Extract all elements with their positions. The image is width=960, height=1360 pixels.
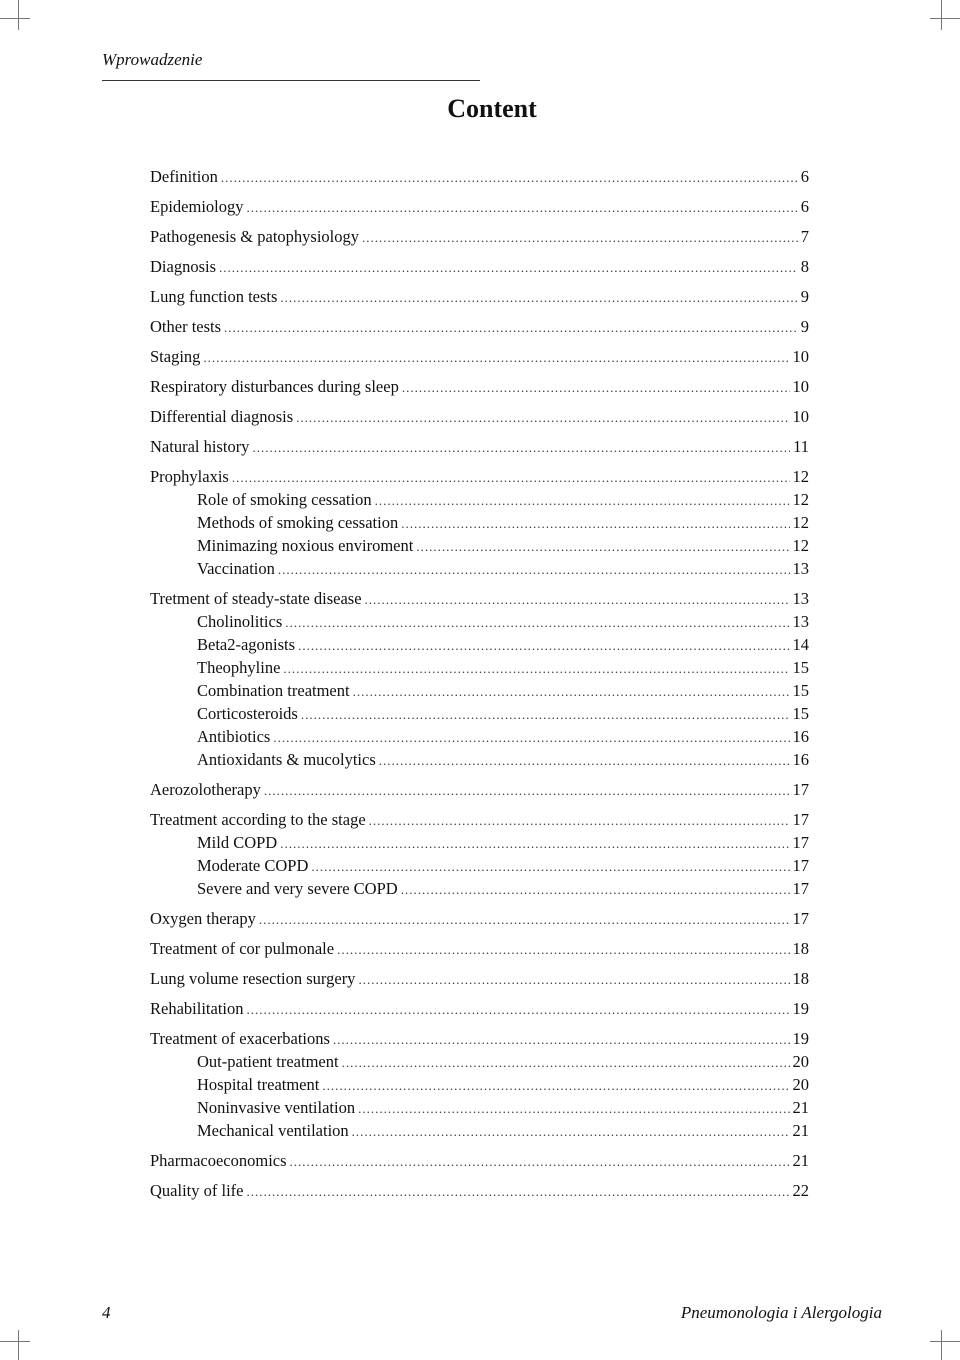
toc-entry xyxy=(150,968,809,991)
toc-leader-dots xyxy=(369,810,790,832)
toc-leader-dots xyxy=(322,1075,789,1097)
toc-leader-dots xyxy=(401,513,789,535)
toc-entry-label: Cholinolitics xyxy=(197,612,283,631)
toc-entry-page: 19 xyxy=(792,1029,809,1048)
toc-entry-page: 9 xyxy=(800,317,809,336)
toc-entry xyxy=(150,512,809,535)
toc-entry-label: Epidemiology xyxy=(150,197,244,216)
toc-entry xyxy=(150,346,809,369)
crop-mark-top-left-v xyxy=(18,0,19,30)
toc-entry xyxy=(150,1074,809,1097)
footer-journal-title: Pneumonologia i Alergologia xyxy=(680,1303,882,1322)
crop-mark-top-right-v xyxy=(941,0,942,30)
toc-leader-dots xyxy=(379,750,790,772)
toc-entry xyxy=(150,376,809,399)
toc-entry-page: 16 xyxy=(792,727,809,746)
toc-entry-page: 13 xyxy=(792,589,809,608)
toc-entry-label: Hospital treatment xyxy=(197,1075,320,1094)
toc-entry xyxy=(150,1180,809,1203)
toc-entry-page: 8 xyxy=(800,257,809,276)
header-rule xyxy=(102,80,480,81)
toc-entry xyxy=(150,634,809,657)
toc-entry-page: 18 xyxy=(792,969,809,988)
toc-leader-dots xyxy=(375,490,790,512)
toc-entry xyxy=(150,1051,809,1074)
toc-entry-label: Corticosteroids xyxy=(197,704,298,723)
toc-leader-dots xyxy=(203,347,789,369)
toc-entry-label: Lung function tests xyxy=(150,287,278,306)
running-header: Wprowadzenie xyxy=(102,50,203,69)
toc-entry xyxy=(150,166,809,189)
toc-entry xyxy=(150,436,809,459)
toc-entry xyxy=(150,1097,809,1120)
toc-leader-dots xyxy=(246,999,789,1021)
toc-entry xyxy=(150,703,809,726)
toc-entry-page: 17 xyxy=(792,833,809,852)
toc-leader-dots xyxy=(264,780,790,802)
toc-entry xyxy=(150,749,809,772)
toc-entry-page: 21 xyxy=(792,1121,809,1140)
toc-entry-label: Mechanical ventilation xyxy=(197,1121,349,1140)
toc-leader-dots xyxy=(358,969,789,991)
toc-entry-page: 19 xyxy=(792,999,809,1018)
toc-leader-dots xyxy=(342,1052,790,1074)
toc-leader-dots xyxy=(221,167,798,189)
toc-entry-page: 10 xyxy=(792,377,809,396)
toc-entry-page: 21 xyxy=(792,1151,809,1170)
toc-entry-page: 17 xyxy=(792,909,809,928)
toc-entry-page: 6 xyxy=(800,197,809,216)
toc-entry-page: 6 xyxy=(800,167,809,186)
toc-entry-page: 20 xyxy=(792,1075,809,1094)
toc-entry-page: 21 xyxy=(792,1098,809,1117)
toc-entry-label: Moderate COPD xyxy=(197,856,309,875)
toc-entry xyxy=(150,878,809,901)
toc-entry-page: 11 xyxy=(793,437,809,456)
toc-entry-page: 17 xyxy=(792,780,809,799)
toc-entry-label: Respiratory disturbances during sleep xyxy=(150,377,399,396)
toc-entry xyxy=(150,611,809,634)
toc-entry-page: 12 xyxy=(792,490,809,509)
toc-entry-label: Severe and very severe COPD xyxy=(197,879,398,898)
toc-entry-page: 20 xyxy=(792,1052,809,1071)
toc-entry xyxy=(150,406,809,429)
toc-entry xyxy=(150,256,809,279)
toc-entry xyxy=(150,998,809,1021)
toc-entry-label: Quality of life xyxy=(150,1181,244,1200)
toc-entry xyxy=(150,657,809,680)
table-of-contents xyxy=(150,159,809,1203)
toc-leader-dots xyxy=(283,658,789,680)
toc-leader-dots xyxy=(273,727,789,749)
toc-entry-label: Theophyline xyxy=(197,658,281,677)
toc-entry-label: Tretment of steady-state disease xyxy=(150,589,362,608)
toc-entry-page: 7 xyxy=(800,227,809,246)
toc-entry-page: 17 xyxy=(792,856,809,875)
toc-entry-label: Methods of smoking cessation xyxy=(197,513,399,532)
toc-entry xyxy=(150,938,809,961)
toc-entry-label: Mild COPD xyxy=(197,833,278,852)
toc-entry-label: Treatment according to the stage xyxy=(150,810,366,829)
toc-leader-dots xyxy=(247,197,798,219)
toc-entry-label: Minimazing noxious enviroment xyxy=(197,536,414,555)
toc-entry-page: 13 xyxy=(792,612,809,631)
toc-entry-label: Treatment of exacerbations xyxy=(150,1029,330,1048)
toc-entry xyxy=(150,809,809,832)
toc-entry-label: Other tests xyxy=(150,317,222,336)
toc-leader-dots xyxy=(365,589,790,611)
toc-entry xyxy=(150,908,809,931)
toc-leader-dots xyxy=(290,1151,790,1173)
toc-leader-dots xyxy=(362,227,798,249)
toc-entry-label: Role of smoking cessation xyxy=(197,490,372,509)
crop-mark-top-right-h xyxy=(930,18,960,19)
toc-entry xyxy=(150,1028,809,1051)
toc-leader-dots xyxy=(301,704,790,726)
toc-entry-label: Noninvasive ventilation xyxy=(197,1098,356,1117)
toc-entry-page: 12 xyxy=(792,536,809,555)
crop-mark-bottom-right-h xyxy=(930,1341,960,1342)
toc-leader-dots xyxy=(311,856,789,878)
toc-entry xyxy=(150,489,809,512)
toc-entry xyxy=(150,1150,809,1173)
toc-entry-label: Out-patient treatment xyxy=(197,1052,339,1071)
toc-entry-label: Natural history xyxy=(150,437,250,456)
toc-entry-page: 18 xyxy=(792,939,809,958)
toc-leader-dots xyxy=(353,681,790,703)
toc-entry-label: Antioxidants & mucolytics xyxy=(197,750,376,769)
toc-entry-label: Lung volume resection surgery xyxy=(150,969,356,988)
toc-entry-page: 9 xyxy=(800,287,809,306)
toc-entry-label: Treatment of cor pulmonale xyxy=(150,939,335,958)
toc-entry xyxy=(150,286,809,309)
toc-entry-label: Staging xyxy=(150,347,201,366)
toc-entry xyxy=(150,680,809,703)
toc-entry-label: Rehabilitation xyxy=(150,999,244,1018)
toc-leader-dots xyxy=(224,317,798,339)
toc-entry xyxy=(150,226,809,249)
toc-leader-dots xyxy=(416,536,789,558)
toc-entry-label: Pathogenesis & patophysiology xyxy=(150,227,359,246)
toc-entry xyxy=(150,588,809,611)
toc-leader-dots xyxy=(232,467,790,489)
toc-entry-page: 16 xyxy=(792,750,809,769)
toc-entry-label: Oxygen therapy xyxy=(150,909,256,928)
crop-mark-bottom-right-v xyxy=(941,1330,942,1360)
toc-leader-dots xyxy=(333,1029,790,1051)
toc-leader-dots xyxy=(298,635,789,657)
toc-entry-page: 13 xyxy=(792,559,809,578)
toc-leader-dots xyxy=(358,1098,789,1120)
toc-leader-dots xyxy=(280,287,797,309)
toc-entry-page: 10 xyxy=(792,407,809,426)
toc-entry xyxy=(150,535,809,558)
toc-leader-dots xyxy=(259,909,790,931)
toc-entry xyxy=(150,779,809,802)
toc-leader-dots xyxy=(280,833,789,855)
toc-entry-page: 15 xyxy=(792,704,809,723)
toc-entry-label: Aerozolotherapy xyxy=(150,780,261,799)
toc-entry-page: 15 xyxy=(792,658,809,677)
toc-leader-dots xyxy=(296,407,789,429)
toc-entry-page: 10 xyxy=(792,347,809,366)
toc-leader-dots xyxy=(219,257,798,279)
crop-mark-top-left-h xyxy=(0,18,30,19)
toc-leader-dots xyxy=(352,1121,790,1143)
toc-entry-page: 15 xyxy=(792,681,809,700)
toc-entry-page: 22 xyxy=(792,1181,809,1200)
toc-entry-label: Differential diagnosis xyxy=(150,407,294,426)
toc-entry-label: Diagnosis xyxy=(150,257,216,276)
toc-leader-dots xyxy=(246,1181,789,1203)
toc-entry xyxy=(150,466,809,489)
toc-entry-label: Beta2-agonists xyxy=(197,635,296,654)
toc-entry xyxy=(150,726,809,749)
crop-mark-bottom-left-v xyxy=(18,1330,19,1360)
toc-entry xyxy=(150,558,809,581)
toc-entry xyxy=(150,855,809,878)
toc-leader-dots xyxy=(337,939,789,961)
toc-entry-page: 12 xyxy=(792,513,809,532)
toc-entry-label: Vaccination xyxy=(197,559,275,578)
toc-leader-dots xyxy=(402,377,790,399)
toc-entry-page: 14 xyxy=(792,635,809,654)
toc-entry-label: Prophylaxis xyxy=(150,467,229,486)
toc-entry-label: Definition xyxy=(150,167,218,186)
toc-entry-label: Antibiotics xyxy=(197,727,271,746)
toc-leader-dots xyxy=(278,559,790,581)
toc-entry xyxy=(150,196,809,219)
toc-entry-page: 17 xyxy=(792,879,809,898)
toc-entry-label: Pharmacoeconomics xyxy=(150,1151,287,1170)
toc-entry xyxy=(150,1120,809,1143)
toc-entry-label: Combination treatment xyxy=(197,681,350,700)
toc-entry xyxy=(150,832,809,855)
crop-mark-bottom-left-h xyxy=(0,1341,30,1342)
toc-leader-dots xyxy=(252,437,790,459)
toc-leader-dots xyxy=(285,612,789,634)
toc-leader-dots xyxy=(401,879,790,901)
toc-entry xyxy=(150,316,809,339)
toc-entry-page: 17 xyxy=(792,810,809,829)
footer-page-number: 4 xyxy=(102,1303,111,1322)
toc-entry-page: 12 xyxy=(792,467,809,486)
page-title: Content xyxy=(447,94,537,123)
